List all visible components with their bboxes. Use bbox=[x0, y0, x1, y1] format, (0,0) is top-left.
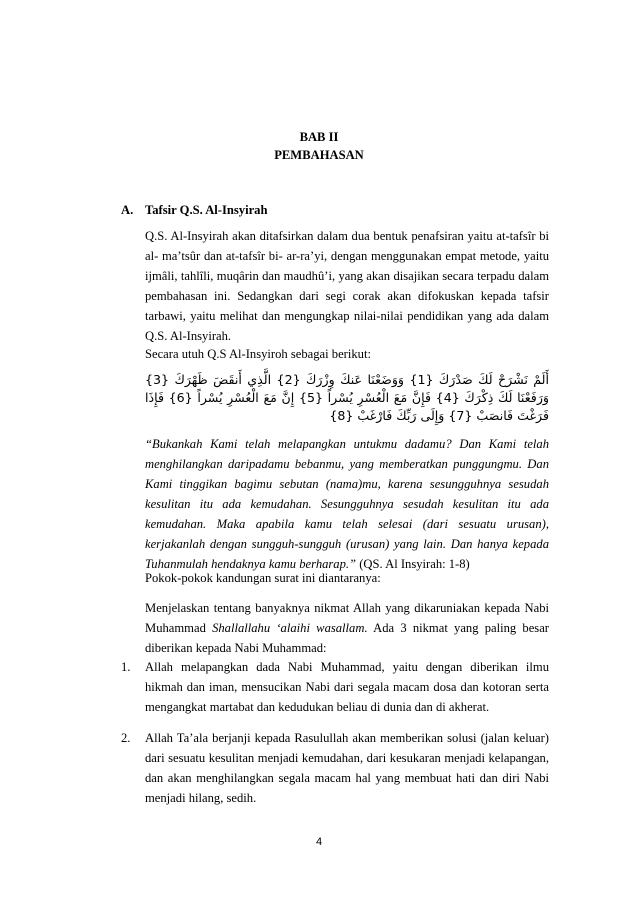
explain-before: Menjelaskan tentang banyaknya nikmat Allah yang dikaruniakan kepada Nabi Muhammad bbox=[145, 601, 549, 635]
translation-paragraph bbox=[145, 434, 549, 574]
page-number: 4 bbox=[315, 836, 323, 848]
explain-paragraph bbox=[145, 598, 549, 658]
points-intro: Pokok-pokok kandungan surat ini diantaranya: bbox=[145, 571, 381, 585]
translation-citation: (QS. Al Insyirah: 1-8) bbox=[356, 557, 470, 571]
explain-italic: Shallallahu ‘alaihi wasallam. bbox=[212, 621, 368, 635]
list-item-text: Allah melapangkan dada Nabi Muhammad, yaitu dengan diberikan ilmu hikmah dan iman, mensucikan Nabi dari segala macam dosa dan kotoran serta mengangkat martabat dan kedudukan beliau di dunia dan di akherat. bbox=[145, 660, 549, 714]
explain-after: Ada 3 nikmat yang paling besar diberikan kepada Nabi Muhammad: bbox=[145, 621, 549, 655]
translation-text: “Bukankah Kami telah melapangkan untukmu dadamu? Dan Kami telah menghilangkan daripadamu bebanmu, yang memberatkan punggungmu. Dan Kami tinggikan bagimu sebutan (nama)mu, karena sesungguhnya sesudah kesulitan itu ada kemudahan. Sesungguhnya sesudah kesulitan itu ada kemudahan. Maka apabila kamu telah selesai (dari sesuatu urusan), kerjakanlah dengan sungguh-sungguh (urusan) yang lain. Dan hanya kepada Tuhanmulah hendaknya kamu berharap.” bbox=[145, 437, 549, 571]
chapter-title: PEMBAHASAN bbox=[274, 148, 364, 162]
section-letter: A. bbox=[121, 203, 134, 217]
intro-paragraph: Q.S. Al-Insyirah akan ditafsirkan dalam dua bentuk penafsiran yaitu at-tafsîr bi al- ma’tsûr dan at-tafsîr bi- ar-ra’yi, dengan menggunakan empat metode, yaitu ijmâli, tahlîli, muqârin dan maudhû’i, yang akan disajikan secara terpadu dalam pembahasan ini. Sedangkan dari segi corak akan difokuskan kepada tafsir tarbawi, yaitu melihat dan mengungkap nilai-nilai pendidikan yang ada dalam Q.S. Al-Insyirah. bbox=[145, 229, 549, 343]
verses-intro: Secara utuh Q.S Al-Insyiroh sebagai berikut: bbox=[145, 347, 371, 361]
list-item-number: 1. bbox=[121, 660, 131, 674]
list-item-number: 2. bbox=[121, 731, 131, 745]
section-title: Tafsir Q.S. Al-Insyirah bbox=[145, 203, 268, 217]
arabic-verses: أَلَمْ نَشْرَحْ لَكَ صَدْرَكَ {1} وَوَضَعْنَا عَنكَ وِزْرَكَ {2} الَّذِي أَنقَضَ ظَهْرَكَ {3} وَرَفَعْنَا لَكَ ذِكْرَكَ {4} فَإِنَّ مَعَ الْعُسْرِ يُسْراً {5} إِنَّ مَعَ الْعُسْرِ يُسْراً {6} فَإِذَا فَرَغْتَ فَانصَبْ {7} وَإِلَى رَبِّكَ فَارْغَبْ {8} bbox=[145, 372, 549, 423]
list-item-text: Allah Ta’ala berjanji kepada Rasulullah akan memberikan solusi (jalan keluar) dari sesuatu kesulitan menjadi kemudahan, dari kesukaran menjadi kelapangan, dan akan menghilangkan segala macam hal yang membuat hati dan diri Nabi menjadi hilang, sedih. bbox=[145, 731, 549, 805]
section-heading bbox=[121, 203, 267, 218]
chapter-number: BAB II bbox=[299, 130, 339, 144]
